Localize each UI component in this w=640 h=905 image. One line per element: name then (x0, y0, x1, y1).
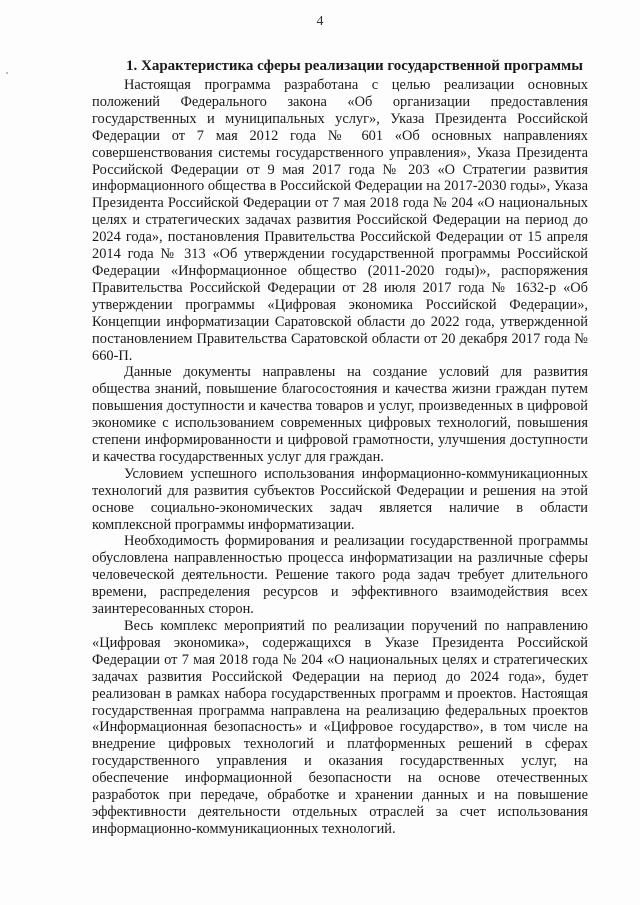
paragraph-2: Данные документы направлены на создание условий для развития общества знаний, повышение благосостояния и качества жизни граждан путем повышения доступности и качества товаров и услуг, произведенных в цифровой экономике с использованием современных цифровых технологий, повышения степени информированности и цифровой грамотности, улучшения доступности и качества государственных услуг для граждан. (92, 364, 588, 465)
scan-speck (6, 72, 8, 74)
paragraph-3: Условием успешного использования информационно-коммуникационных технологий для развития субъектов Российской Федерации и решения на этой основе социально-экономических задач является наличие в области комплексной программы информатизации. (92, 465, 588, 533)
section-heading: 1. Характеристика сферы реализации государственной программы (126, 58, 583, 74)
paragraph-4: Необходимость формирования и реализации государственной программы обусловлена направленностью процесса информатизации на различные сферы человеческой деятельности. Решение такого рода задач требует длительного времени, распределения ресурсов и эффективного взаимодействия всех заинтересованных сторон. (92, 533, 588, 618)
paragraph-5: Весь комплекс мероприятий по реализации поручений по направлению «Цифровая экономика», содержащихся в Указе Президента Российской Федерации от 7 мая 2018 года № 204 «О национальных целях и стратегических задачах развития Российской Федерации на период до 2024 года», будет реализован в рамках набора государственных программ и проектов. Настоящая государственная программа направлена на реализацию федеральных проектов «Информационная безопасность» и «Цифровое государство», в том числе на внедрение цифровых технологий и платформенных решений в сферах государственного управления и оказания государственных услуг, на обеспечение информационной безопасности на основе отечественных разработок при передаче, обработке и хранении данных и на повышение эффективности деятельности отдельных отраслей за счет использования информационно-коммуникационных технологий. (92, 618, 588, 837)
document-body (92, 58, 588, 838)
page-number: 4 (316, 14, 324, 29)
paragraph-1: Настоящая программа разработана с целью реализации основных положений Федерального закона «Об организации предоставления государственных и муниципальных услуг», Указа Президента Российской Федерации от 7 мая 2012 года № 601 «Об основных направлениях совершенствования системы государственного управления», Указа Президента Российской Федерации от 9 мая 2017 года № 203 «О Стратегии развития информационного общества в Российской Федерации на 2017-2030 годы», Указа Президента Российской Федерации от 7 мая 2018 года № 204 «О национальных целях и стратегических задачах развития Российской Федерации на период до 2024 года», постановления Правительства Российской Федерации от 15 апреля 2014 года № 313 «Об утверждении государственной программы Российской Федерации «Информационное общество (2011-2020 годы)», распоряжения Правительства Российской Федерации от 28 июля 2017 года № 1632-р «Об утверждении программы «Цифровая экономика Российской Федерации», Концепции информатизации Саратовской области до 2022 года, утвержденной постановлением Правительства Саратовской области от 20 декабря 2017 года № 660-П. (92, 77, 588, 364)
